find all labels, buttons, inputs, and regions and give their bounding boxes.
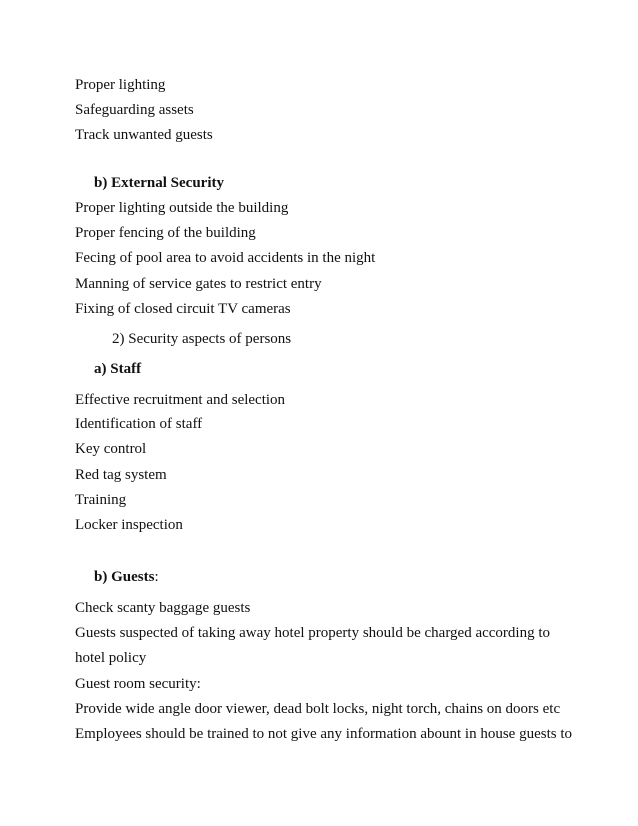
guests-heading-colon: : — [154, 569, 159, 585]
list-item: Guests suspected of taking away hotel property should be charged according to — [75, 625, 551, 641]
section-heading-external-security: b) External Security — [94, 175, 224, 191]
list-item: Locker inspection — [75, 517, 183, 533]
list-item: Safeguarding assets — [75, 102, 194, 118]
section-heading-persons: 2) Security aspects of persons — [112, 331, 292, 347]
list-item: Employees should be trained to not give any information abount in house guests to — [75, 726, 572, 742]
list-item: Provide wide angle door viewer, dead bolt locks, night torch, chains on doors etc — [75, 701, 561, 717]
list-item: Manning of service gates to restrict entry — [75, 276, 322, 292]
list-item: Identification of staff — [75, 416, 203, 432]
guests-heading-text: b) Guests — [94, 569, 155, 585]
list-item: Proper lighting — [75, 77, 166, 93]
list-item: Proper fencing of the building — [75, 225, 256, 241]
list-item: Training — [75, 492, 127, 508]
section-heading-guests — [94, 568, 159, 586]
list-item: hotel policy — [75, 650, 147, 666]
list-item: Check scanty baggage guests — [75, 600, 251, 616]
list-item: Track unwanted guests — [75, 127, 213, 143]
list-item: Guest room security: — [75, 676, 201, 692]
list-item: Fecing of pool area to avoid accidents in the night — [75, 250, 376, 266]
list-item: Proper lighting outside the building — [75, 200, 289, 216]
list-item: Key control — [75, 441, 147, 457]
list-item: Red tag system — [75, 467, 167, 483]
section-heading-staff: a) Staff — [94, 361, 142, 377]
list-item: Fixing of closed circuit TV cameras — [75, 301, 291, 317]
list-item: Effective recruitment and selection — [75, 392, 286, 408]
